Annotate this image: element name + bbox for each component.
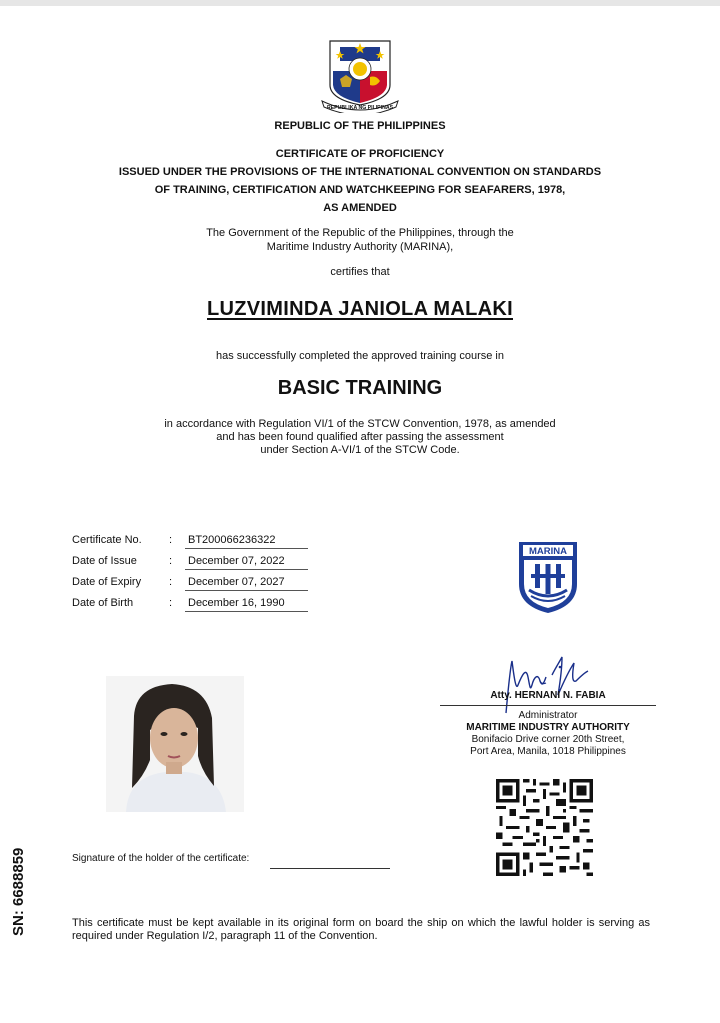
gov-line-1: The Government of the Republic of the Philippines, through the: [206, 227, 514, 239]
signatory-address-2: Port Area, Manila, 1018 Philippines: [470, 746, 626, 757]
holder-portrait: [106, 676, 244, 812]
completed-text: has successfully completed the approved training course in: [216, 350, 504, 362]
date-of-expiry: December 07, 2027: [185, 576, 308, 591]
signatory-details: [440, 710, 656, 758]
detail-colon: :: [169, 555, 173, 567]
footer-notice: This certificate must be kept available in its original form on board the ship on which the lawful holder is serving as required under Regulation I/2, paragraph 11 of the Convention.: [72, 917, 650, 942]
signatory-title: Administrator: [518, 710, 578, 721]
gov-line-2: Maritime Industry Authority (MARINA),: [266, 241, 454, 253]
detail-colon: :: [169, 534, 173, 546]
holder-signature-label: Signature of the holder of the certificate:: [72, 853, 250, 864]
detail-label: Date of Birth: [72, 597, 134, 609]
administrator-signature: [500, 647, 595, 717]
signatory-name: Atty. HERNANI N. FABIA: [490, 690, 606, 701]
accord-line-2: and has been found qualified after passing the assessment: [216, 431, 504, 443]
holder-signature-line: [270, 868, 390, 869]
accordance-statement: [0, 418, 720, 457]
marina-logo-text: MARINA: [529, 546, 567, 558]
qr-code: [496, 779, 593, 876]
certificate-title: CERTIFICATE OF PROFICIENCY: [275, 148, 445, 160]
certificate-title-block: [0, 145, 720, 217]
issued-line-3: AS AMENDED: [323, 202, 397, 214]
detail-label: Date of Issue: [72, 555, 137, 567]
detail-colon: :: [169, 576, 173, 588]
certifies-text: certifies that: [330, 266, 390, 278]
date-of-birth: December 16, 1990: [185, 597, 308, 612]
holder-name: [0, 298, 720, 321]
accord-line-3: under Section A-VI/1 of the STCW Code.: [260, 444, 460, 456]
republic-heading: REPUBLIC OF THE PHILIPPINES: [274, 120, 446, 132]
seal-scroll-text: REPUBLIKA NG PILIPINAS: [326, 105, 394, 111]
issued-line-2: OF TRAINING, CERTIFICATION AND WATCHKEEPING FOR SEAFARERS, 1978,: [154, 184, 566, 196]
detail-label: Date of Expiry: [72, 576, 142, 588]
issued-line-1: ISSUED UNDER THE PROVISIONS OF THE INTERNATIONAL CONVENTION ON STANDARDS: [118, 166, 602, 178]
top-bar: [0, 0, 720, 6]
government-statement: [0, 226, 720, 254]
date-of-issue: December 07, 2022: [185, 555, 308, 570]
detail-colon: :: [169, 597, 173, 609]
detail-label: Certificate No.: [72, 534, 142, 546]
accord-line-1: in accordance with Regulation VI/1 of the STCW Convention, 1978, as amended: [164, 418, 556, 430]
signatory-address-1: Bonifacio Drive corner 20th Street,: [471, 734, 625, 745]
holder-name-text: LUZVIMINDA JANIOLA MALAKI: [207, 298, 513, 320]
holder-photo: [106, 676, 244, 812]
serial-number: SN: 6688859: [10, 847, 27, 936]
marina-logo: [517, 540, 579, 615]
philippine-coat-of-arms: [318, 27, 402, 113]
certificate-number: BT200066236322: [185, 534, 308, 549]
course-title: BASIC TRAINING: [277, 377, 443, 399]
signature-line: [440, 705, 656, 706]
signatory-organization: MARITIME INDUSTRY AUTHORITY: [466, 722, 630, 733]
